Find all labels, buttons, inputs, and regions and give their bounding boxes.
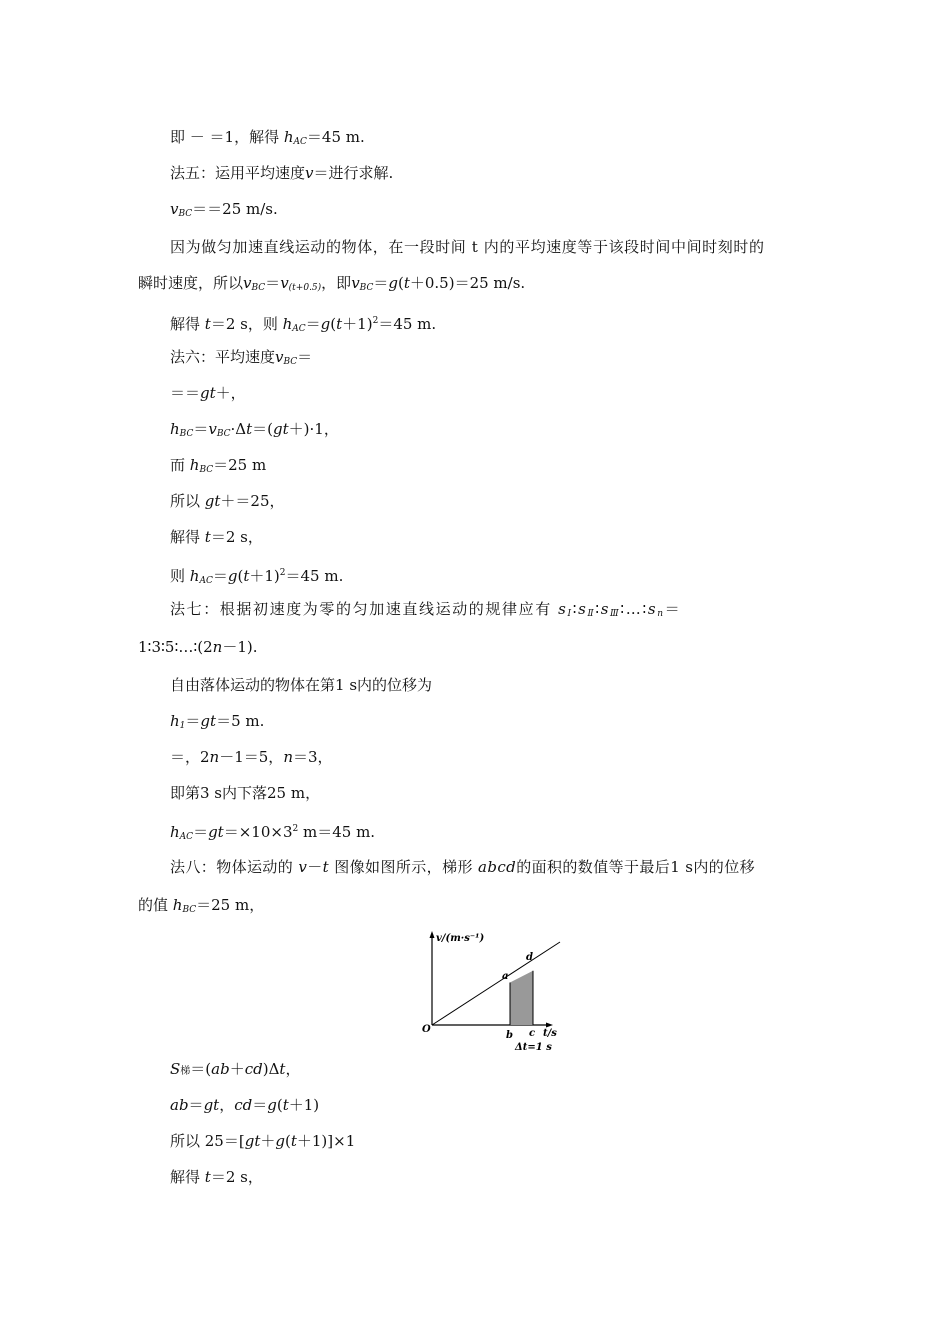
text-line-17: $h_1=gt=5$ m. bbox=[170, 712, 265, 731]
text-line-26: 解得 t＝2 s， bbox=[170, 1168, 263, 1186]
text-line-14: 法七：根据初速度为零的匀加速直线运动的规律应有 $s_Ⅰ∶s_Ⅱ∶s_Ⅲ∶\dots∶s_n=$ bbox=[170, 600, 682, 619]
text-line-18: ＝，2n－1＝5，n＝3， bbox=[170, 748, 333, 766]
point-d-label: d bbox=[526, 952, 533, 963]
text-line-1: 即 － ＝1，解得 $h_{AC}=45$ m. bbox=[170, 128, 365, 147]
v-t-graph bbox=[410, 928, 570, 1056]
text-line-19: 即第3 s内下落25 m， bbox=[170, 784, 321, 802]
text-line-23: S梯＝(ab＋cd)Δt， bbox=[170, 1060, 301, 1078]
text-line-7: 法六：平均速度$v_{BC}=$ bbox=[170, 348, 313, 367]
text-line-2: 法五：运用平均速度v＝进行求解. bbox=[170, 164, 394, 182]
velocity-line bbox=[432, 942, 560, 1025]
text-line-24: ab＝gt，cd＝g(t＋1) bbox=[170, 1096, 320, 1114]
text-line-12: 解得 t＝2 s， bbox=[170, 528, 263, 546]
text-line-3: $v_{BC}==25$ m/s. bbox=[170, 200, 278, 219]
text-line-16: 自由落体运动的物体在第1 s内的位移为 bbox=[170, 676, 433, 694]
text-line-21: 法八：物体运动的 v－t 图像如图所示，梯形 abcd的面积的数值等于最后1 s内的位移 bbox=[170, 858, 755, 876]
t-axis-label: t/s bbox=[543, 1028, 557, 1039]
point-a-label: a bbox=[502, 971, 509, 982]
point-b-label: b bbox=[506, 1030, 513, 1041]
delta-t-label: Δt=1 s bbox=[515, 1042, 552, 1053]
origin-label: O bbox=[422, 1024, 431, 1035]
v-axis-label: v/(m·s⁻¹) bbox=[436, 933, 485, 944]
text-line-4: 因为做匀加速直线运动的物体，在一段时间 t 内的平均速度等于该段时间中间时刻时的 bbox=[170, 238, 765, 256]
text-line-13: 则 $h_{AC}=g(t+1)^2=45$ m. bbox=[170, 567, 344, 586]
text-line-22: 的值 $h_{BC}=25$ m， bbox=[138, 896, 265, 915]
text-line-15: 1∶3∶5∶…∶(2n－1). bbox=[138, 638, 258, 656]
text-line-5: 瞬时速度，所以$v_{BC}=v_{(t+0.5)}$，即$v_{BC}=g(t+0.5)=25$ m/s. bbox=[138, 274, 526, 293]
v-axis-arrow-icon bbox=[430, 931, 435, 938]
text-line-20: $h_{AC}=gt=\times 10\times 3^2$ m＝45 m. bbox=[170, 823, 376, 842]
text-line-25: 所以 25＝[gt＋g(t＋1)]×1 bbox=[170, 1132, 356, 1150]
text-line-11: 所以 gt＋＝25， bbox=[170, 492, 285, 510]
t-axis-arrow-icon bbox=[546, 1023, 553, 1028]
text-line-10: 而 $h_{BC}=25$ m bbox=[170, 456, 267, 475]
point-c-label: c bbox=[529, 1028, 536, 1039]
text-line-8: ＝＝gt＋， bbox=[170, 384, 246, 402]
trapezoid-abcd bbox=[510, 971, 533, 1025]
text-line-6: 解得 t＝2 s，则 $h_{AC}=g(t+1)^2=45$ m. bbox=[170, 315, 437, 334]
text-line-9: $h_{BC}=v_{BC}\cdot\Delta t=(gt+)\cdot 1$， bbox=[170, 420, 339, 439]
